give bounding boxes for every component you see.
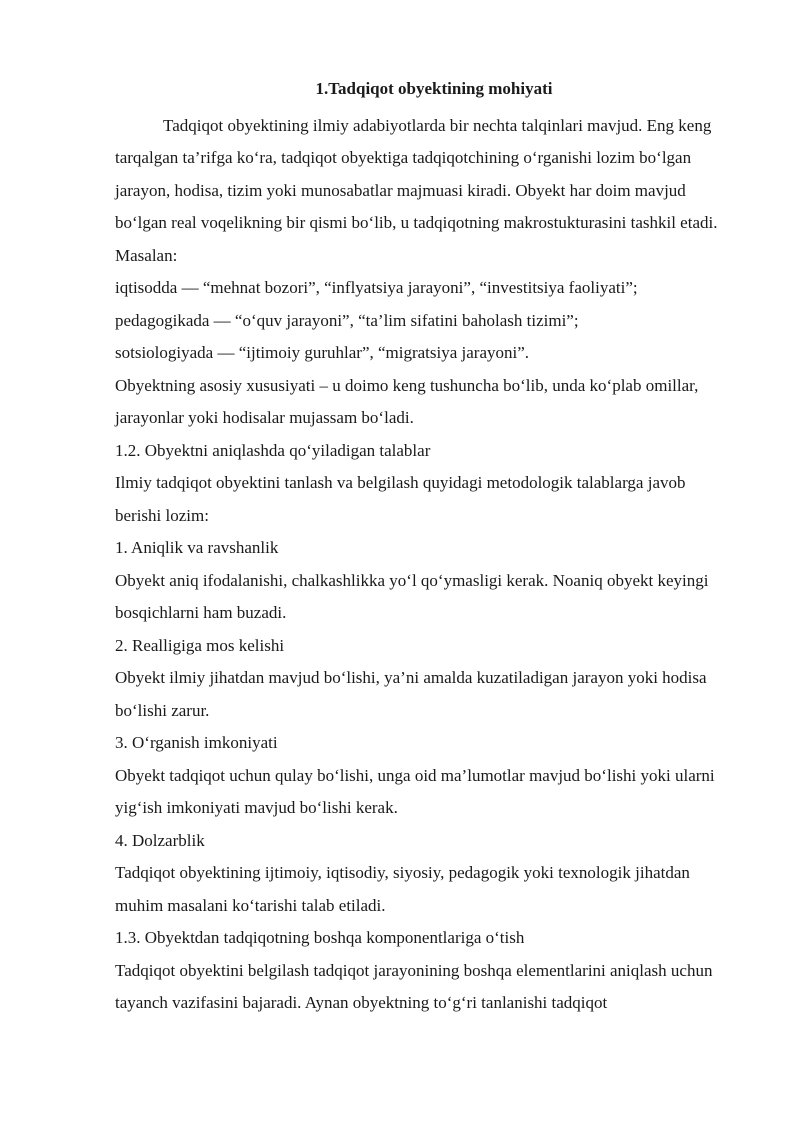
paragraph-relevance: Tadqiqot obyektining ijtimoiy, iqtisodiy, siyosiy, pedagogik yoki texnologik jihatdan muhim masalani ko‘tarishi talab etiladi. [115,863,690,915]
paragraph-transition: Tadqiqot obyektini belgilash tadqiqot jarayonining boshqa elementlarini aniqlash uchun tayanch vazifasini bajaradi. Aynan obyektning to‘g‘ri tanlanishi tadqiqot [115,960,713,1012]
list-heading-feasibility: 3. O‘rganish imkoniyati [115,733,278,752]
paragraph-example-pedagogy: pedagogikada — “o‘quv jarayoni”, “ta’lim sifatini baholash tizimi”; [115,310,579,330]
paragraph-intro: Tadqiqot obyektining ilmiy adabiyotlarda bir nechta talqinlari mavjud. Eng keng tarqalgan ta’rifga ko‘ra, tadqiqot obyektiga tadqiqotchining o‘rganishi lozim bo‘lgan jarayon, hodisa, tizim yoki munosabatlar majmuasi kiradi. Obyekt har doim mavjud bo‘lgan real voqelikning bir qismi bo‘lib, u tadqiqotning makrostukturasini tashkil etadi. [115,115,718,232]
list-heading-reality: 2. Realligiga mos kelishi [115,635,285,655]
paragraph-clarity: Obyekt aniq ifodalanishi, chalkashlikka yo‘l qo‘ymasligi kerak. Noaniq obyekt keyingi bosqichlarni ham buzadi. [115,570,709,622]
paragraph-reality: Obyekt ilmiy jihatdan mavjud bo‘lishi, ya’ni amalda kuzatiladigan jarayon yoki hodisa bo‘lishi zarur. [115,668,707,720]
paragraph-feasibility: Obyekt tadqiqot uchun qulay bo‘lishi, unga oid ma’lumotlar mavjud bo‘lishi yoki ularni yig‘ish imkoniyati mavjud bo‘lishi kerak. [115,765,715,817]
section-heading-1-2: 1.2. Obyektni aniqlashda qo‘yiladigan talablar [115,440,431,460]
paragraph-requirements-intro: Ilmiy tadqiqot obyektini tanlash va belgilash quyidagi metodologik talablarga javob berishi lozim: [115,473,686,525]
document-page [115,73,733,1020]
list-heading-relevance: 4. Dolzarblik [115,830,205,850]
paragraph-object-property: Obyektning asosiy xususiyati – u doimo keng tushuncha bo‘lib, unda ko‘plab omillar, jarayonlar yoki hodisalar mujassam bo‘ladi. [115,375,699,427]
page-title: 1.Tadqiqot obyektining mohiyati [315,79,553,98]
paragraph-example-label: Masalan: [115,245,178,265]
paragraph-example-economics: iqtisodda — “mehnat bozori”, “inflyatsiya jarayoni”, “investitsiya faoliyati”; [115,278,638,297]
section-heading-1-3: 1.3. Obyektdan tadqiqotning boshqa komponentlariga o‘tish [115,928,525,947]
list-heading-clarity: 1. Aniqlik va ravshanlik [115,538,279,557]
paragraph-example-sociology: sotsiologiyada — “ijtimoiy guruhlar”, “migratsiya jarayoni”. [115,343,530,362]
